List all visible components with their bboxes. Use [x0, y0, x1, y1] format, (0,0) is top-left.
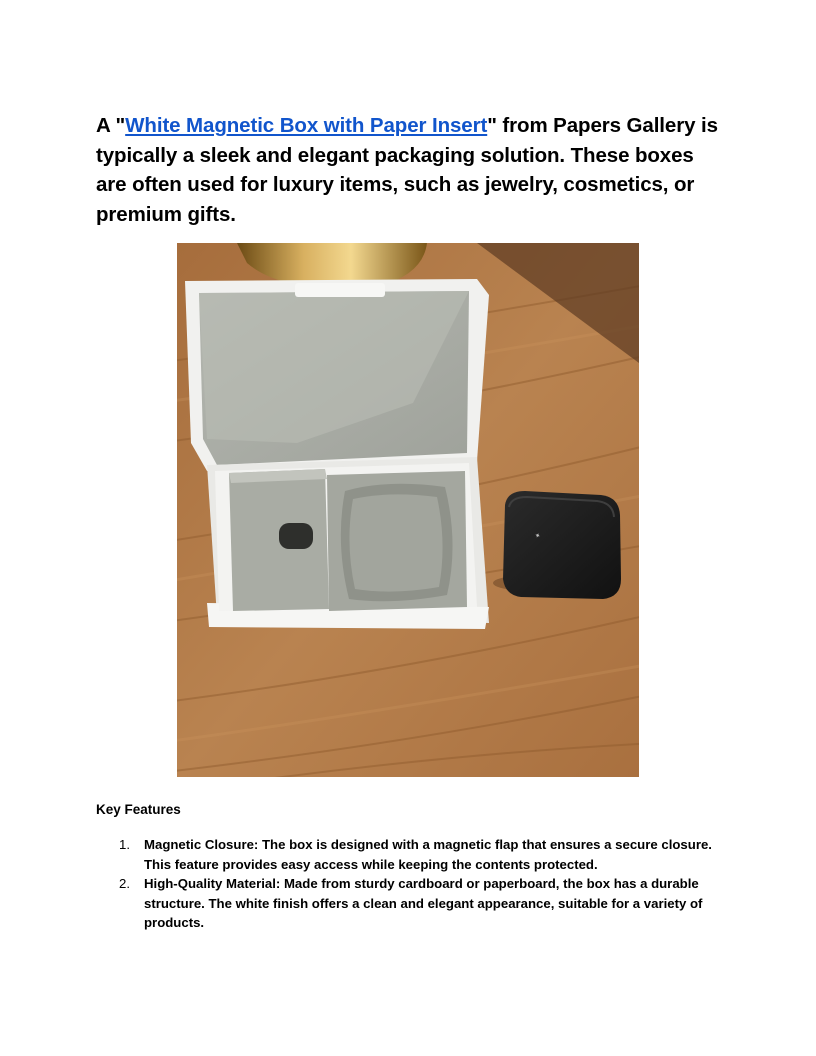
intro-prefix: A " — [96, 114, 126, 137]
black-device — [493, 491, 621, 599]
intro-suffix: " from Papers Gallery is typically a sleek and elegant packaging solution. These boxes are often used for luxury items, such as jewelry, cosmetics, or premium gifts. — [96, 114, 718, 226]
paper-insert-left — [229, 469, 329, 611]
list-item — [96, 874, 736, 933]
list-number: 1. — [119, 837, 130, 852]
feature-text-magnetic-closure: Magnetic Closure: The box is designed with a magnetic flap that ensures a secure closure. This feature provides easy access while keeping the contents protected. — [144, 837, 712, 872]
svg-text:✦: ✦ — [533, 531, 543, 540]
product-photo — [177, 243, 639, 777]
feature-text-high-quality-material: High-Quality Material: Made from sturdy cardboard or paperboard, the box has a durable structure. The white finish offers a clean and elegant appearance, suitable for a variety of products. — [144, 876, 703, 930]
finger-hole — [279, 523, 313, 549]
white-magnetic-box-link[interactable]: White Magnetic Box with Paper Insert — [125, 114, 488, 137]
key-features-heading: Key Features — [96, 802, 181, 817]
list-item — [96, 835, 736, 874]
list-number: 2. — [119, 876, 130, 891]
key-features-list — [96, 835, 736, 933]
intro-paragraph — [96, 111, 726, 229]
